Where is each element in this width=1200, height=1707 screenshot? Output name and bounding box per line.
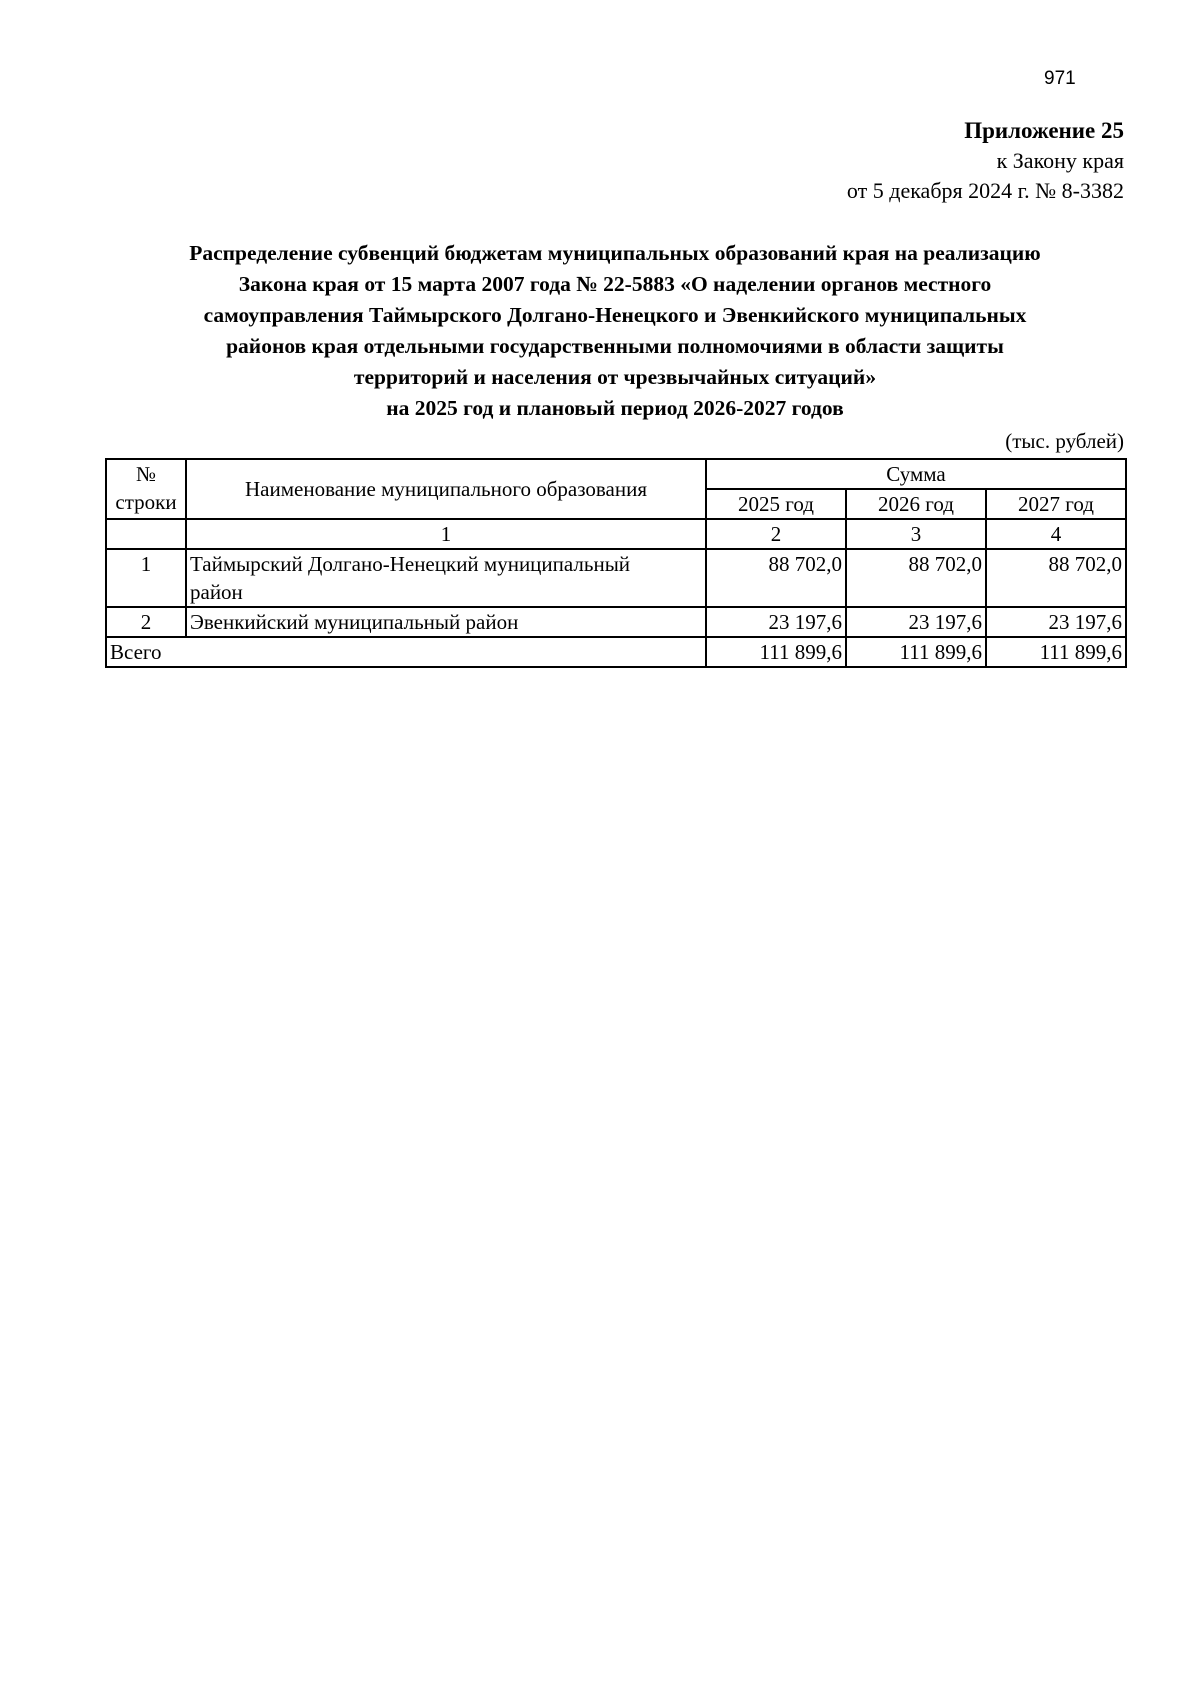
table-row bbox=[106, 549, 1126, 607]
page-number: 971 bbox=[1044, 68, 1076, 89]
column-number-cell: 2 bbox=[706, 519, 846, 549]
row-number: 2 bbox=[106, 607, 186, 637]
appendix-title: Приложение 25 bbox=[964, 118, 1124, 143]
column-number-cell: 4 bbox=[986, 519, 1126, 549]
row-name: Эвенкийский муниципальный район bbox=[186, 607, 706, 637]
total-value-2026: 111 899,6 bbox=[846, 637, 986, 667]
row-number: 1 bbox=[106, 549, 186, 607]
table-header-row bbox=[106, 459, 1126, 489]
row-value-2025: 88 702,0 bbox=[706, 549, 846, 607]
column-numbers-row bbox=[106, 519, 1126, 549]
title-line: территорий и населения от чрезвычайных ситуаций» bbox=[353, 365, 877, 389]
title-line: Закона края от 15 марта 2007 года № 22-5883 «О наделении органов местного bbox=[238, 272, 992, 296]
row-value-2026: 23 197,6 bbox=[846, 607, 986, 637]
table-total-row bbox=[106, 637, 1126, 667]
header-year-2027: 2027 год bbox=[986, 489, 1126, 519]
header-sum: Сумма bbox=[706, 459, 1126, 489]
table-row bbox=[106, 607, 1126, 637]
row-name bbox=[186, 549, 706, 607]
row-name-line: район bbox=[190, 580, 243, 604]
column-number-cell: 1 bbox=[186, 519, 706, 549]
header-year-2025: 2025 год bbox=[706, 489, 846, 519]
header-name: Наименование муниципального образования bbox=[186, 459, 706, 519]
appendix-law-reference: к Закону края bbox=[996, 148, 1124, 173]
header-num-sign: № bbox=[135, 462, 157, 486]
header-year-2026: 2026 год bbox=[846, 489, 986, 519]
title-line: самоуправления Таймырского Долгано-Ненецкого и Эвенкийского муниципальных bbox=[203, 303, 1027, 327]
total-value-2025: 111 899,6 bbox=[706, 637, 846, 667]
distribution-table bbox=[105, 458, 1127, 668]
total-value-2027: 111 899,6 bbox=[986, 637, 1126, 667]
appendix-block bbox=[847, 116, 1124, 206]
total-label: Всего bbox=[106, 637, 706, 667]
appendix-date-number: от 5 декабря 2024 г. № 8-3382 bbox=[846, 178, 1124, 203]
title-line: Распределение субвенций бюджетам муниципальных образований края на реализацию bbox=[189, 241, 1041, 265]
column-number-cell bbox=[106, 519, 186, 549]
header-num-label: строки bbox=[115, 490, 177, 514]
units-label: (тыс. рублей) bbox=[1005, 429, 1124, 453]
header-row-number bbox=[106, 459, 186, 519]
row-name-line: Таймырский Долгано-Ненецкий муниципальный bbox=[190, 552, 631, 576]
row-value-2027: 23 197,6 bbox=[986, 607, 1126, 637]
title-line: на 2025 год и плановый период 2026-2027 годов bbox=[386, 396, 844, 420]
row-value-2025: 23 197,6 bbox=[706, 607, 846, 637]
column-number-cell: 3 bbox=[846, 519, 986, 549]
title-line: районов края отдельными государственными полномочиями в области защиты bbox=[226, 334, 1004, 358]
row-value-2027: 88 702,0 bbox=[986, 549, 1126, 607]
row-value-2026: 88 702,0 bbox=[846, 549, 986, 607]
document-title bbox=[100, 238, 1130, 424]
